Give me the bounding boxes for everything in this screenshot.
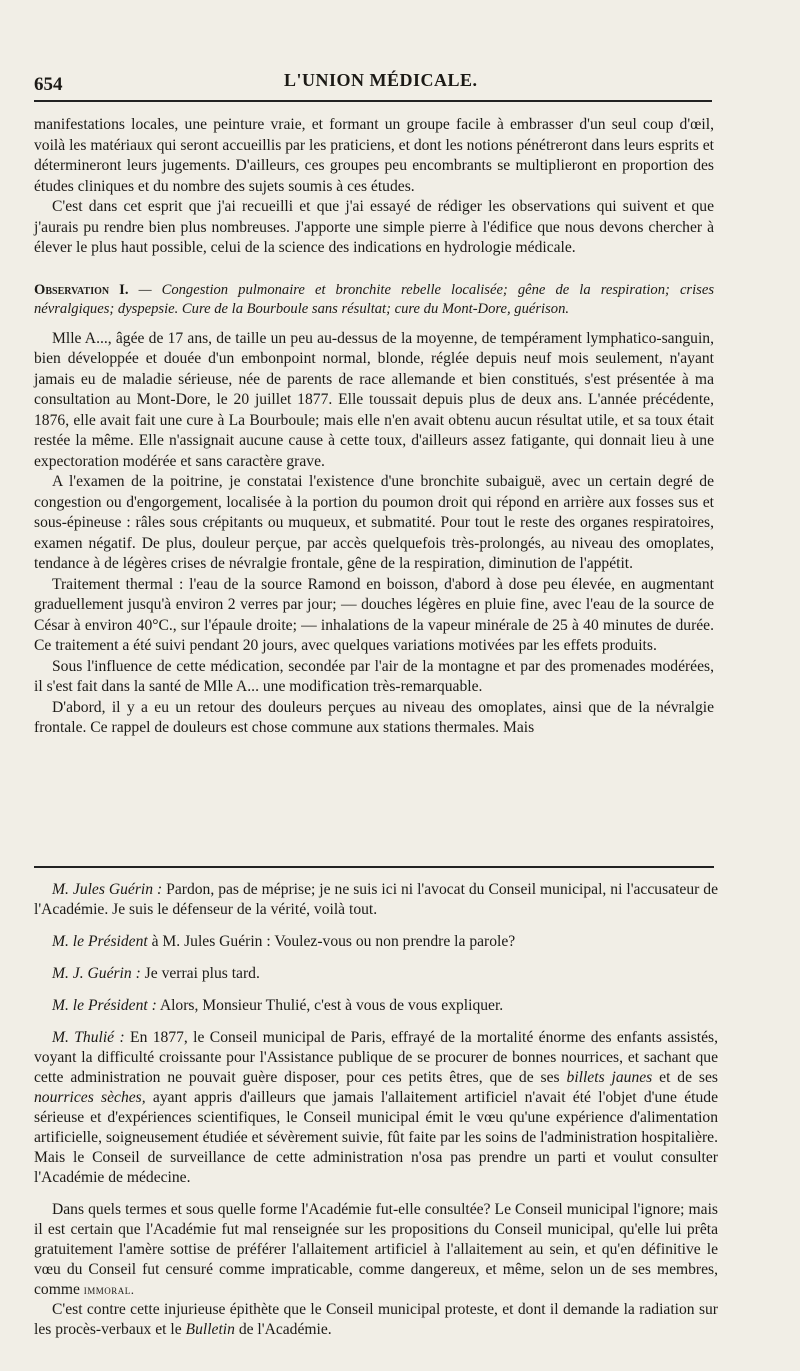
dialogue-line [34,1028,718,1188]
page-header [34,68,710,96]
header-rule [34,100,712,102]
dialogue-text: à M. Jules Guérin : Voulez-vous ou non prendre la parole? [147,933,516,950]
paragraph: manifestations locales, une peinture vraie, et formant un groupe facile à embrasser d'un seul coup d'œil, voilà les matériaux qui seront accueillis par les praticiens, et dont les notions pénétreront dans leurs esprits et détermineront leurs jugements. D'ailleurs, ces groupes peu encombrants se multiplieront en proportion des études cliniques et du nombre des sujets soumis à ces études. [34,116,714,195]
dialogue-line [34,932,718,952]
dialogue-line [34,996,718,1016]
article-body [34,115,714,739]
dialogue-text: Pardon, pas de méprise; je ne suis ici ni l'avocat du Conseil municipal, ni l'accusateur de l'Académie. Je suis le défenseur de la vérité, voilà tout. [34,881,718,918]
observation-heading [34,281,714,319]
paragraph-text: de l'Académie. [234,1321,332,1338]
paragraph-text: C'est contre cette injurieuse épithète que le Conseil municipal proteste, et dont il demande la radiation sur les procès-verbaux et le [34,1301,718,1338]
speaker-name: M. le Président [52,933,148,950]
dialogue-text: Je verrai plus tard. [140,965,260,982]
paragraph: Sous l'influence de cette médication, secondée par l'air de la montagne et par des promenades modérées, il s'est fait dans la santé de Mlle A... une modification très-remarquable. [34,657,714,695]
dialogue-line [34,964,718,984]
dialogue-line [34,880,718,920]
paragraph [34,1200,718,1300]
page-number: 654 [34,74,63,95]
feuilleton-rule [34,866,714,868]
dialogue-text: ayant appris d'ailleurs que jamais l'allaitement artificiel n'avait été l'objet d'une étude sérieuse et d'expériences scientifiques, le Conseil municipal émit le vœu qu'une expérience d'alimentation artificielle, soigneusement étudiée et sévèrement suivie, fût faite par les soins de l'administration hospitalière. Mais le Conseil de surveillance de cette administration n'osa pas prendre un parti et voulut consulter l'Académie de médecine. [34,1089,718,1186]
dialogue-text: et de ses [652,1069,718,1086]
emphasis: nourrices sèches, [34,1089,146,1106]
paragraph: Traitement thermal : l'eau de la source Ramond en boisson, d'abord à dose peu élevée, en augmentant graduellement jusqu'à environ 2 verres par jour; — douches légères en pluie fine, avec l'eau de la source de César à environ 40°C., sur l'épaule droite; — inhalations de la vapeur minérale de 25 à 40 minutes de durée. Ce traitement a été suivi pendant 20 jours, avec quelques variations motivées par les effets produits. [34,575,714,654]
speaker-name: M. Thulié : [52,1029,125,1046]
dialogue-text: En 1877, le Conseil municipal de Paris, effrayé de la mortalité énorme des enfants assistés, voyant la difficulté croissante pour l'Assistance publique de se procurer de bonnes nourrices, et sachant que cette administration ne pouvait guère disposer, pour ces petits êtres, que de ses [34,1029,719,1086]
speaker-name: M. le Président : [52,997,157,1014]
running-title: L'UNION MÉDICALE. [284,70,478,90]
observation-label: Observation I. [34,281,129,298]
observation-title: — Congestion pulmonaire et bronchite rebelle localisée; gêne de la respiration; crises névralgiques; dyspepsie. Cure de la Bourboule sans résultat; cure du Mont-Dore, guérison. [34,281,714,317]
feuilleton-section [34,880,718,1340]
paragraph: Mlle A..., âgée de 17 ans, de taille un peu au-dessus de la moyenne, de tempérament lymphatico-sanguin, bien développée et douée d'un embonpoint normal, blonde, réglée depuis neuf mois seulement, n'ayant jamais eu de maladie sérieuse, née de parents de race allemande et bien constitués, s'est présentée à ma consultation au Mont-Dore, le 20 juillet 1877. Elle toussait depuis plus de deux ans. L'année précédente, 1876, elle avait fait une cure à La Bourboule; mais elle n'en avait obtenu aucun résultat utile, et sa toux était restée la même. Elle n'assignait aucune cause à cette toux, d'ailleurs assez fatigante, qui donnait lieu à une expectoration modérée et sans caractère grave. [34,329,714,470]
paragraph-text: Dans quels termes et sous quelle forme l'Académie fut-elle consultée? Le Conseil municipal l'ignore; mais il est certain que l'Académie fut mal renseignée sur les propositions du Conseil municipal, qu'elle lui prêta gratuitement l'amère sottise de préférer l'allaitement artificiel à l'allaitement au sein, et qu'en définitive le vœu du Conseil fut censuré comme impraticable, comme dangereux, et même, selon un de ses membres, comme [34,1201,718,1298]
paragraph: A l'examen de la poitrine, je constatai l'existence d'une bronchite subaiguë, avec un certain degré de congestion ou d'engorgement, localisée à la portion du poumon droit qui répond en arrière aux fosses sus et sous-épineuse : râles sous crépitants ou muqueux, et submatité. Pour tout le reste des organes respiratoires, examen négatif. De plus, douleur perçue, par accès quelquefois très-prolongés, au niveau des omoplates, tendance à de légères crises de névralgie frontale, gêne de la respiration, diminution de l'appétit. [34,473,714,572]
small-caps-word: immoral. [83,1282,135,1297]
paragraph [34,1300,718,1340]
dialogue-text: Alors, Monsieur Thulié, c'est à vous de vous expliquer. [156,997,504,1014]
speaker-name: M. J. Guérin : [52,965,141,982]
paragraph: D'abord, il y a eu un retour des douleurs perçues au niveau des omoplates, ainsi que de la névralgie frontale. Ce rappel de douleurs est chose commune aux stations thermales. Mais [34,698,714,736]
emphasis: Bulletin [185,1321,235,1338]
paragraph: C'est dans cet esprit que j'ai recueilli et que j'ai essayé de rédiger les observations qui suivent et que j'aurais pu rendre bien plus nombreuses. J'apporte une simple pierre à l'édifice que nous devons chercher à élever le plus haut possible, celui de la science des indications en hydrologie médicale. [34,198,714,256]
emphasis: billets jaunes [566,1069,653,1086]
speaker-name: M. Jules Guérin : [52,881,163,898]
